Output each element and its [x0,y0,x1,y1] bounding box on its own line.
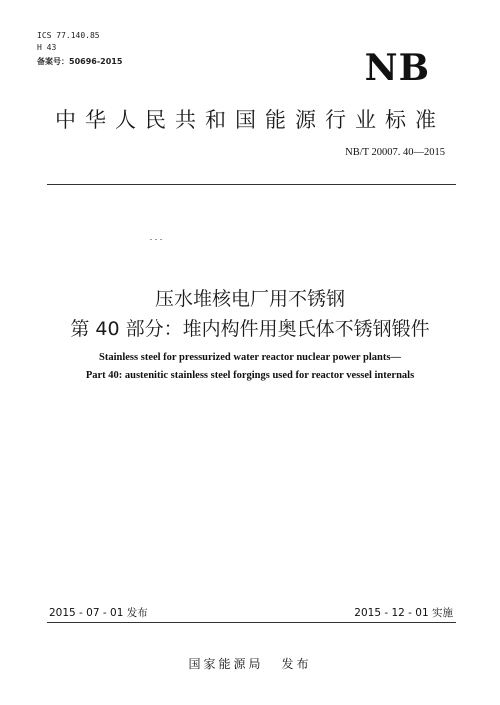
standard-number: NB/T 20007. 40—2015 [345,147,445,158]
classification-code: H 43 [37,43,57,52]
issue-date: 2015 - 07 - 01 发布 [49,607,148,619]
nb-logo: NB [364,47,430,89]
chinese-title-line-1: 压水堆核电厂用不锈钢 [154,288,345,310]
top-divider [47,184,456,185]
implementation-date: 2015 - 12 - 01 实施 [354,607,453,619]
ics-code: ICS 77.140.85 [37,31,100,40]
chinese-title-line-2: 第 40 部分：堆内构件用奥氏体不锈钢锻件 [70,318,430,340]
english-title-line-1: Stainless steel for pressurized water reactor nuclear power plants— [99,352,401,363]
bottom-divider [47,622,456,623]
english-title-line-2: Part 40: austenitic stainless steel forgings used for reactor vessel internals [85,370,415,381]
scan-speck [150,238,164,241]
publisher-name: 国家能源局 [188,657,264,671]
publisher-action: 发布 [281,657,312,671]
standard-category-title: 中华人民共和国能源行业标准 [55,108,445,132]
publisher-line [0,655,500,672]
registration-number: 备案号：50696-2015 [37,57,123,66]
